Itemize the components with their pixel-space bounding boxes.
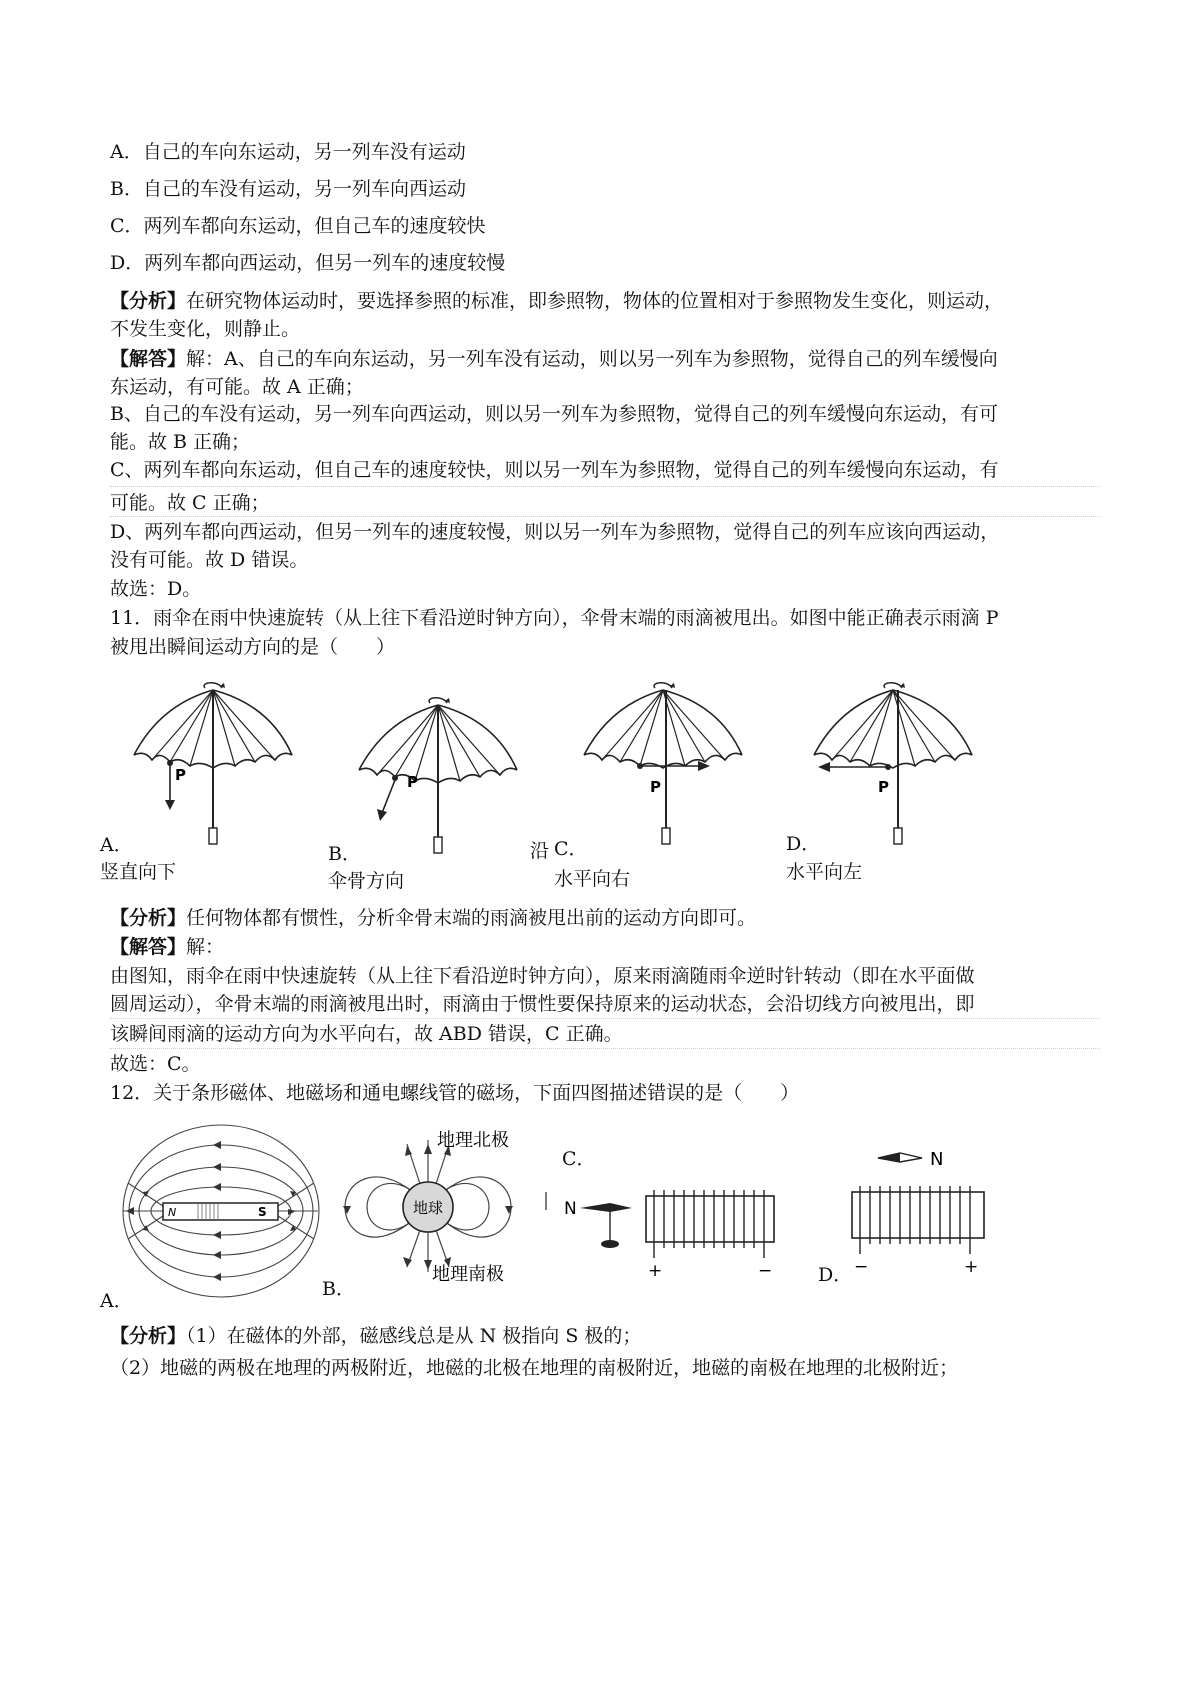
label-p: P xyxy=(878,778,889,796)
needle-n-label: N xyxy=(930,1149,944,1170)
q10-option-a: A．自己的车向东运动，另一列车没有运动 xyxy=(110,141,466,163)
solution-tag: 【解答】 xyxy=(110,348,187,370)
umbrella-b-caption: 伞骨方向 xyxy=(328,870,405,892)
umbrella-a-letter: A． xyxy=(100,834,133,856)
q11-stem-cont: 被甩出瞬间运动方向的是（ ） xyxy=(110,636,396,658)
q10-solution-line: D、两列车都向西运动，但另一列车的速度较慢，则以另一列车为参照物，觉得自己的列车应该向西运动， xyxy=(110,521,1000,543)
earth-b-letter: B． xyxy=(322,1278,355,1300)
q10-solution-line: 能。故 B 正确； xyxy=(110,431,251,453)
analysis-text: 任何物体都有惯性，分析伞骨末端的雨滴被甩出前的运动方向即可。 xyxy=(186,907,757,929)
solenoid-d-figure xyxy=(840,1140,1010,1285)
q10-analysis xyxy=(110,287,1003,315)
positive-terminal-label: + xyxy=(648,1261,663,1281)
analysis-tag: 【分析】 xyxy=(110,907,187,929)
q10-solution-line: 没有可能。故 D 错误。 xyxy=(110,549,309,571)
umbrella-d-letter: D． xyxy=(786,833,821,855)
geographic-north-label: 地理北极 xyxy=(437,1130,509,1151)
negative-terminal-label: − xyxy=(854,1257,869,1277)
label-p: P xyxy=(650,778,661,796)
bar-magnet-figure xyxy=(118,1118,323,1303)
q11-stem: 11．雨伞在雨中快速旋转（从上往下看沿逆时钟方向），伞骨末端的雨滴被甩出。如图中能正确表示雨滴 P xyxy=(110,607,999,629)
earth-field-figure xyxy=(335,1122,535,1292)
umbrella-figure-c xyxy=(580,680,750,850)
umbrella-c-prefix: 沿 xyxy=(530,840,550,862)
q12-analysis xyxy=(110,1322,641,1350)
q11-solution-line: 该瞬间雨滴的运动方向为水平向右，故 ABD 错误，C 正确。 xyxy=(110,1023,623,1045)
umbrella-figure-a xyxy=(130,680,300,850)
q12-stem: 12．关于条形磁体、地磁场和通电螺线管的磁场，下面四图描述错误的是（ ） xyxy=(110,1082,800,1104)
north-pole-label: N xyxy=(168,1206,177,1219)
q10-option-c: C．两列车都向东运动，但自己车的速度较快 xyxy=(110,215,486,237)
analysis-tag: 【分析】 xyxy=(110,1325,187,1347)
q10-option-b: B．自己的车没有运动，另一列车向西运动 xyxy=(110,178,466,200)
magnet-a-letter: A． xyxy=(100,1290,133,1312)
umbrella-d-caption: 水平向左 xyxy=(786,861,863,883)
umbrella-b-letter: B． xyxy=(328,843,361,865)
dotted-rule xyxy=(110,486,1100,487)
positive-terminal-label: + xyxy=(964,1257,979,1277)
earth-label: 地球 xyxy=(413,1199,444,1217)
q11-analysis xyxy=(110,904,756,932)
analysis-text: （1）在磁体的外部，磁感线总是从 N 极指向 S 极的； xyxy=(186,1325,642,1347)
q11-solution-line: 圆周运动），伞骨末端的雨滴被甩出时，雨滴由于惯性要保持原来的运动状态，会沿切线方向被甩出，即 xyxy=(110,993,975,1015)
umbrella-c-caption: 水平向右 xyxy=(554,868,631,890)
label-p: P xyxy=(407,773,418,791)
q10-option-d: D．两列车都向西运动，但另一列车的速度较慢 xyxy=(110,252,506,274)
dotted-rule xyxy=(110,1018,1100,1019)
q11-solution-line: 由图知，雨伞在雨中快速旋转（从上往下看沿逆时钟方向），原来雨滴随雨伞逆时针转动（即在水平面做 xyxy=(110,965,975,987)
needle-n-label: N xyxy=(564,1199,577,1219)
label-p: P xyxy=(175,766,186,784)
q12-analysis-line: （2）地磁的两极在地理的两极附近，地磁的北极在地理的南极附近，地磁的南极在地理的北极附近； xyxy=(110,1357,959,1379)
solenoid-c-letter: C． xyxy=(562,1148,596,1170)
umbrella-a-caption: 竖直向下 xyxy=(100,861,177,883)
q10-analysis-cont: 不发生变化，则静止。 xyxy=(110,318,301,340)
solenoid-d-letter: D． xyxy=(818,1264,853,1286)
umbrella-figure-d xyxy=(810,680,980,850)
q10-solution-line: 可能。故 C 正确； xyxy=(110,492,270,514)
q10-solution-line: C、两列车都向东运动，但自己车的速度较快，则以另一列车为参照物，觉得自己的列车缓慢向东运动，有 xyxy=(110,459,999,481)
solution-text: 解： xyxy=(186,936,225,958)
analysis-tag: 【分析】 xyxy=(110,290,187,312)
q10-solution-line: B、自己的车没有运动，另一列车向西运动，则以另一列车为参照物，觉得自己的列车缓慢向东运动，有可 xyxy=(110,403,998,425)
umbrella-figure-b xyxy=(355,695,525,865)
solution-tag: 【解答】 xyxy=(110,936,187,958)
south-pole-label: S xyxy=(258,1205,267,1219)
q11-solution xyxy=(110,933,224,961)
solenoid-c-figure xyxy=(540,1172,790,1284)
solution-text: 解：A、自己的车向东运动，另一列车没有运动，则以另一列车为参照物，觉得自己的列车缓慢向 xyxy=(186,348,998,370)
q11-answer: 故选：C。 xyxy=(110,1053,201,1075)
geographic-south-label: 地理南极 xyxy=(432,1264,504,1285)
q10-solution xyxy=(110,345,998,373)
negative-terminal-label: − xyxy=(758,1261,773,1281)
dotted-rule xyxy=(110,1048,1100,1049)
analysis-text: 在研究物体运动时，要选择参照的标准，即参照物，物体的位置相对于参照物发生变化，则运动， xyxy=(186,290,1004,312)
umbrella-c-letter: C． xyxy=(554,838,588,860)
dotted-rule xyxy=(110,516,1100,517)
q10-solution-line: 东运动，有可能。故 A 正确； xyxy=(110,376,364,398)
q10-answer: 故选：D。 xyxy=(110,578,202,600)
